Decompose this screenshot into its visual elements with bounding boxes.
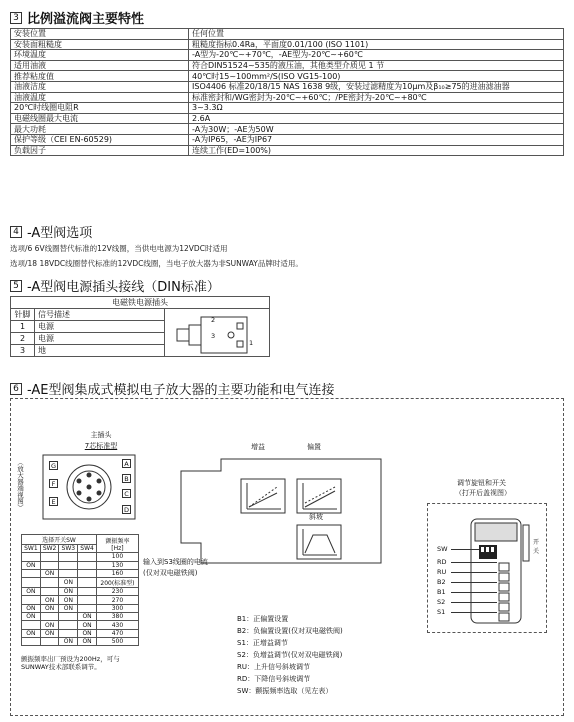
pin-col-header: 针脚: [11, 309, 35, 321]
dither-switch-table: [21, 534, 139, 646]
section-title: -A型阀电源插头接线（DIN标准）: [27, 280, 220, 295]
section-number: 4: [10, 226, 22, 238]
plug-pin-b: B: [122, 474, 131, 483]
adjust-board-icon: [467, 515, 537, 627]
switch-state: [40, 553, 59, 561]
plug-pin-f: F: [49, 479, 58, 488]
spec-key: 负载因子: [11, 145, 189, 156]
sw-col: SW1: [22, 545, 41, 553]
spec-row: [11, 92, 564, 103]
plug-drawing-cell: [165, 309, 270, 357]
spec-value: -A型为-20℃~+70℃，-AE型为-20℃~+60℃: [189, 50, 564, 61]
spec-value: 任何位置: [189, 29, 564, 40]
knob-label: S1: [437, 608, 446, 616]
dither-frequency: 300: [96, 604, 138, 612]
dither-frequency: 200(标准型): [96, 578, 138, 588]
spec-row: [11, 60, 564, 71]
plug-pin-g: G: [50, 462, 57, 470]
legend-item: RU：上升信号斜坡调节: [237, 663, 310, 671]
section-title: -A型阀选项: [27, 226, 93, 241]
switch-state: ON: [40, 569, 59, 577]
spec-value: 2.6A: [189, 113, 564, 124]
switch-row: [22, 578, 139, 588]
switch-state: ON: [22, 629, 41, 637]
leader-line: [451, 549, 479, 550]
pin-number: 3: [11, 345, 35, 357]
pin-number: 1: [11, 321, 35, 333]
pin-desc: 电源: [35, 321, 165, 333]
spec-key: 20℃时线圈电阻R: [11, 103, 189, 114]
leader-line: [451, 582, 497, 583]
switch-state: [78, 604, 97, 612]
switch-state: [59, 553, 78, 561]
pin-number: 2: [11, 333, 35, 345]
leader-line: [451, 562, 497, 563]
main-plug-title: 主插头: [90, 431, 112, 439]
switch-state: [78, 596, 97, 604]
spec-key: 适用油液: [11, 60, 189, 71]
spec-row: [11, 134, 564, 145]
leader-line: [451, 602, 497, 603]
switch-state: [22, 553, 41, 561]
section-6-heading: [10, 379, 335, 398]
switch-state: ON: [22, 588, 41, 596]
main-plug-subtitle: 7芯标准型: [84, 442, 118, 450]
gain-graph-icon: [241, 479, 285, 513]
switch-row: [22, 621, 139, 629]
pin-desc: 地: [35, 345, 165, 357]
dither-frequency: 130: [96, 561, 138, 569]
switch-state: [40, 588, 59, 596]
leader-line: [451, 612, 497, 613]
switch-state: ON: [78, 621, 97, 629]
switch-state: ON: [78, 637, 97, 645]
plug-pin-a: A: [122, 459, 131, 468]
wiring-diagram: [10, 398, 564, 716]
plug-pin-e: E: [49, 497, 58, 506]
dither-frequency: 100: [96, 553, 138, 561]
switch-row: [22, 553, 139, 561]
spec-value: 3~3.3Ω: [189, 103, 564, 114]
spec-row: [11, 113, 564, 124]
pin-table: [10, 296, 270, 357]
spec-value: 40℃时15~100mm²/S(ISO VG15-100): [189, 71, 564, 82]
spec-key: 最大功耗: [11, 124, 189, 135]
gain-label: 增益: [251, 443, 265, 451]
dither-frequency: 230: [96, 588, 138, 596]
switch-state: ON: [22, 604, 41, 612]
leader-line: [451, 572, 497, 573]
switch-state: [22, 569, 41, 577]
plug-pin-c: C: [122, 489, 131, 498]
offset-graph-icon: [297, 479, 341, 513]
switch-state: [59, 569, 78, 577]
spec-value: 符合DIN51524~535的液压油，其他类型介质见 1 节: [189, 60, 564, 71]
knob-label: S2: [437, 598, 446, 606]
switch-state: ON: [40, 604, 59, 612]
switch-row: [22, 588, 139, 596]
spec-value: -A为30W；-AE为50W: [189, 124, 564, 135]
switch-state: ON: [40, 629, 59, 637]
option-note-18: 选项/18 18VDC线圈替代标准的12VDC线圈，当电子放大器为非SUNWAY品牌时适用。: [10, 259, 303, 268]
switch-state: [78, 578, 97, 588]
switch-state: [40, 637, 59, 645]
switch-state: [78, 569, 97, 577]
switch-row: [22, 629, 139, 637]
switch-state: [22, 596, 41, 604]
switch-state: [59, 613, 78, 621]
spec-row: [11, 81, 564, 92]
section-title: 比例溢流阀主要特性: [27, 12, 145, 27]
dither-frequency: 500: [96, 637, 138, 645]
switch-table-header: 选择开关SW: [22, 535, 97, 545]
spec-value: 标准密封和/WG密封为-20℃~+60℃；/PE密封为-20℃~+80℃: [189, 92, 564, 103]
spec-value: 连续工作(ED=100%): [189, 145, 564, 156]
switch-state: ON: [78, 629, 97, 637]
adjust-legend: [237, 613, 343, 697]
plug-pin-label: 3: [211, 332, 216, 340]
dither-frequency: 380: [96, 613, 138, 621]
switch-state: [22, 578, 41, 588]
switch-state: ON: [59, 596, 78, 604]
section-5-heading: [10, 276, 220, 295]
knob-label: B2: [437, 578, 446, 586]
spec-key: 保护等级（CEI EN-60529): [11, 134, 189, 145]
ramp-label: 斜坡: [309, 513, 323, 521]
freq-header: 颤振频率 [Hz]: [96, 535, 138, 553]
knob-label: B1: [437, 588, 446, 596]
adjust-subtitle: （打开后盖视图）: [455, 489, 511, 497]
plug-pin-label: 2: [211, 316, 216, 324]
switch-state: ON: [22, 613, 41, 621]
switch-row: [22, 596, 139, 604]
spec-row: [11, 50, 564, 61]
leader-line: [451, 592, 497, 593]
switch-state: ON: [40, 596, 59, 604]
din-plug-icon: [173, 311, 273, 355]
sw-col: SW2: [40, 545, 59, 553]
switch-state: [78, 553, 97, 561]
section-number: 5: [10, 280, 22, 292]
offset-label: 偏置: [307, 443, 321, 451]
section-4-heading: [10, 222, 92, 241]
switch-row: [22, 637, 139, 645]
spec-row: [11, 145, 564, 156]
switch-state: [40, 578, 59, 588]
knob-label: RD: [437, 558, 447, 566]
section-3-heading: [10, 8, 144, 27]
dither-frequency: 470: [96, 629, 138, 637]
spec-key: 安装面粗糙度: [11, 39, 189, 50]
spec-key: 电磁线圈最大电流: [11, 113, 189, 124]
dither-frequency: 270: [96, 596, 138, 604]
legend-item: SW：颤振频率选取（见左表）: [237, 687, 333, 695]
switch-state: [59, 561, 78, 569]
spec-row: [11, 124, 564, 135]
switch-state: [22, 637, 41, 645]
switch-state: [59, 621, 78, 629]
switch-state: ON: [59, 604, 78, 612]
section-number: 3: [10, 12, 22, 24]
switch-state: [78, 561, 97, 569]
pin-desc: 电源: [35, 333, 165, 345]
switch-state: [78, 588, 97, 596]
legend-item: B2：负偏置设置(仅对双电磁铁阀): [237, 627, 343, 635]
section-title: -AE型阀集成式模拟电子放大器的主要功能和电气连接: [27, 383, 335, 398]
input-label-2: (仅对双电磁铁阀): [143, 569, 198, 577]
legend-item: S2：负增益调节(仅对双电磁铁阀): [237, 651, 343, 659]
spec-value: ISO4406 标准20/18/15 NAS 1638 9级，安装过滤精度为10μm及β₁₀≥75的进油滤油器: [189, 81, 564, 92]
switch-state: ON: [40, 621, 59, 629]
switch-state: ON: [59, 578, 78, 588]
spec-row: [11, 103, 564, 114]
dither-frequency: 160: [96, 569, 138, 577]
sw-col: SW3: [59, 545, 78, 553]
switch-footnote: 颤振频率出厂预设为200Hz，可与SUNWAY技术部联系调节。: [21, 655, 120, 671]
side-view-label: （放大器端视图）: [16, 459, 24, 511]
spec-key: 安装位置: [11, 29, 189, 40]
switch-state: ON: [22, 561, 41, 569]
switch-row: [22, 604, 139, 612]
knob-label: RU: [437, 568, 447, 576]
section-number: 6: [10, 383, 22, 395]
switch-row: [22, 569, 139, 577]
legend-item: B1：正偏置设置: [237, 615, 289, 623]
switch-row: [22, 561, 139, 569]
spec-value: -A为IP65，-AE为IP67: [189, 134, 564, 145]
spec-row: [11, 29, 564, 40]
sw-col: SW4: [78, 545, 97, 553]
switch-label: 开关: [533, 539, 540, 555]
dither-frequency: 430: [96, 621, 138, 629]
plug-pin-d: D: [123, 506, 129, 514]
plug-pin-label: 1: [249, 339, 254, 347]
spec-key: 环境温度: [11, 50, 189, 61]
switch-state: [59, 629, 78, 637]
switch-state: [40, 613, 59, 621]
switch-state: ON: [78, 613, 97, 621]
spec-key: 油液温度: [11, 92, 189, 103]
spec-table: [10, 28, 564, 156]
input-label-1: 输入到S3线圈的电流: [143, 558, 208, 566]
knob-label: SW: [437, 545, 448, 553]
adjust-title: 调节旋钮和开关: [457, 479, 506, 487]
spec-key: 油液洁度: [11, 81, 189, 92]
option-note-6: 选项/6 6V线圈替代标准的12V线圈，当供电电源为12VDC时适用: [10, 244, 228, 253]
switch-state: [22, 621, 41, 629]
legend-item: S1：正增益调节: [237, 639, 288, 647]
spec-value: 粗糙度指标0.4Ra，平面度0.01/100 (ISO 1101): [189, 39, 564, 50]
legend-item: RD：下降信号斜坡调节: [237, 675, 311, 683]
spec-row: [11, 39, 564, 50]
switch-state: [40, 561, 59, 569]
pin-table-header: 电磁铁电源插头: [11, 297, 270, 309]
switch-state: ON: [59, 588, 78, 596]
desc-col-header: 信号描述: [35, 309, 165, 321]
switch-row: [22, 613, 139, 621]
ramp-graph-icon: [297, 525, 341, 559]
spec-key: 推荐粘度值: [11, 71, 189, 82]
spec-row: [11, 71, 564, 82]
switch-state: ON: [59, 637, 78, 645]
